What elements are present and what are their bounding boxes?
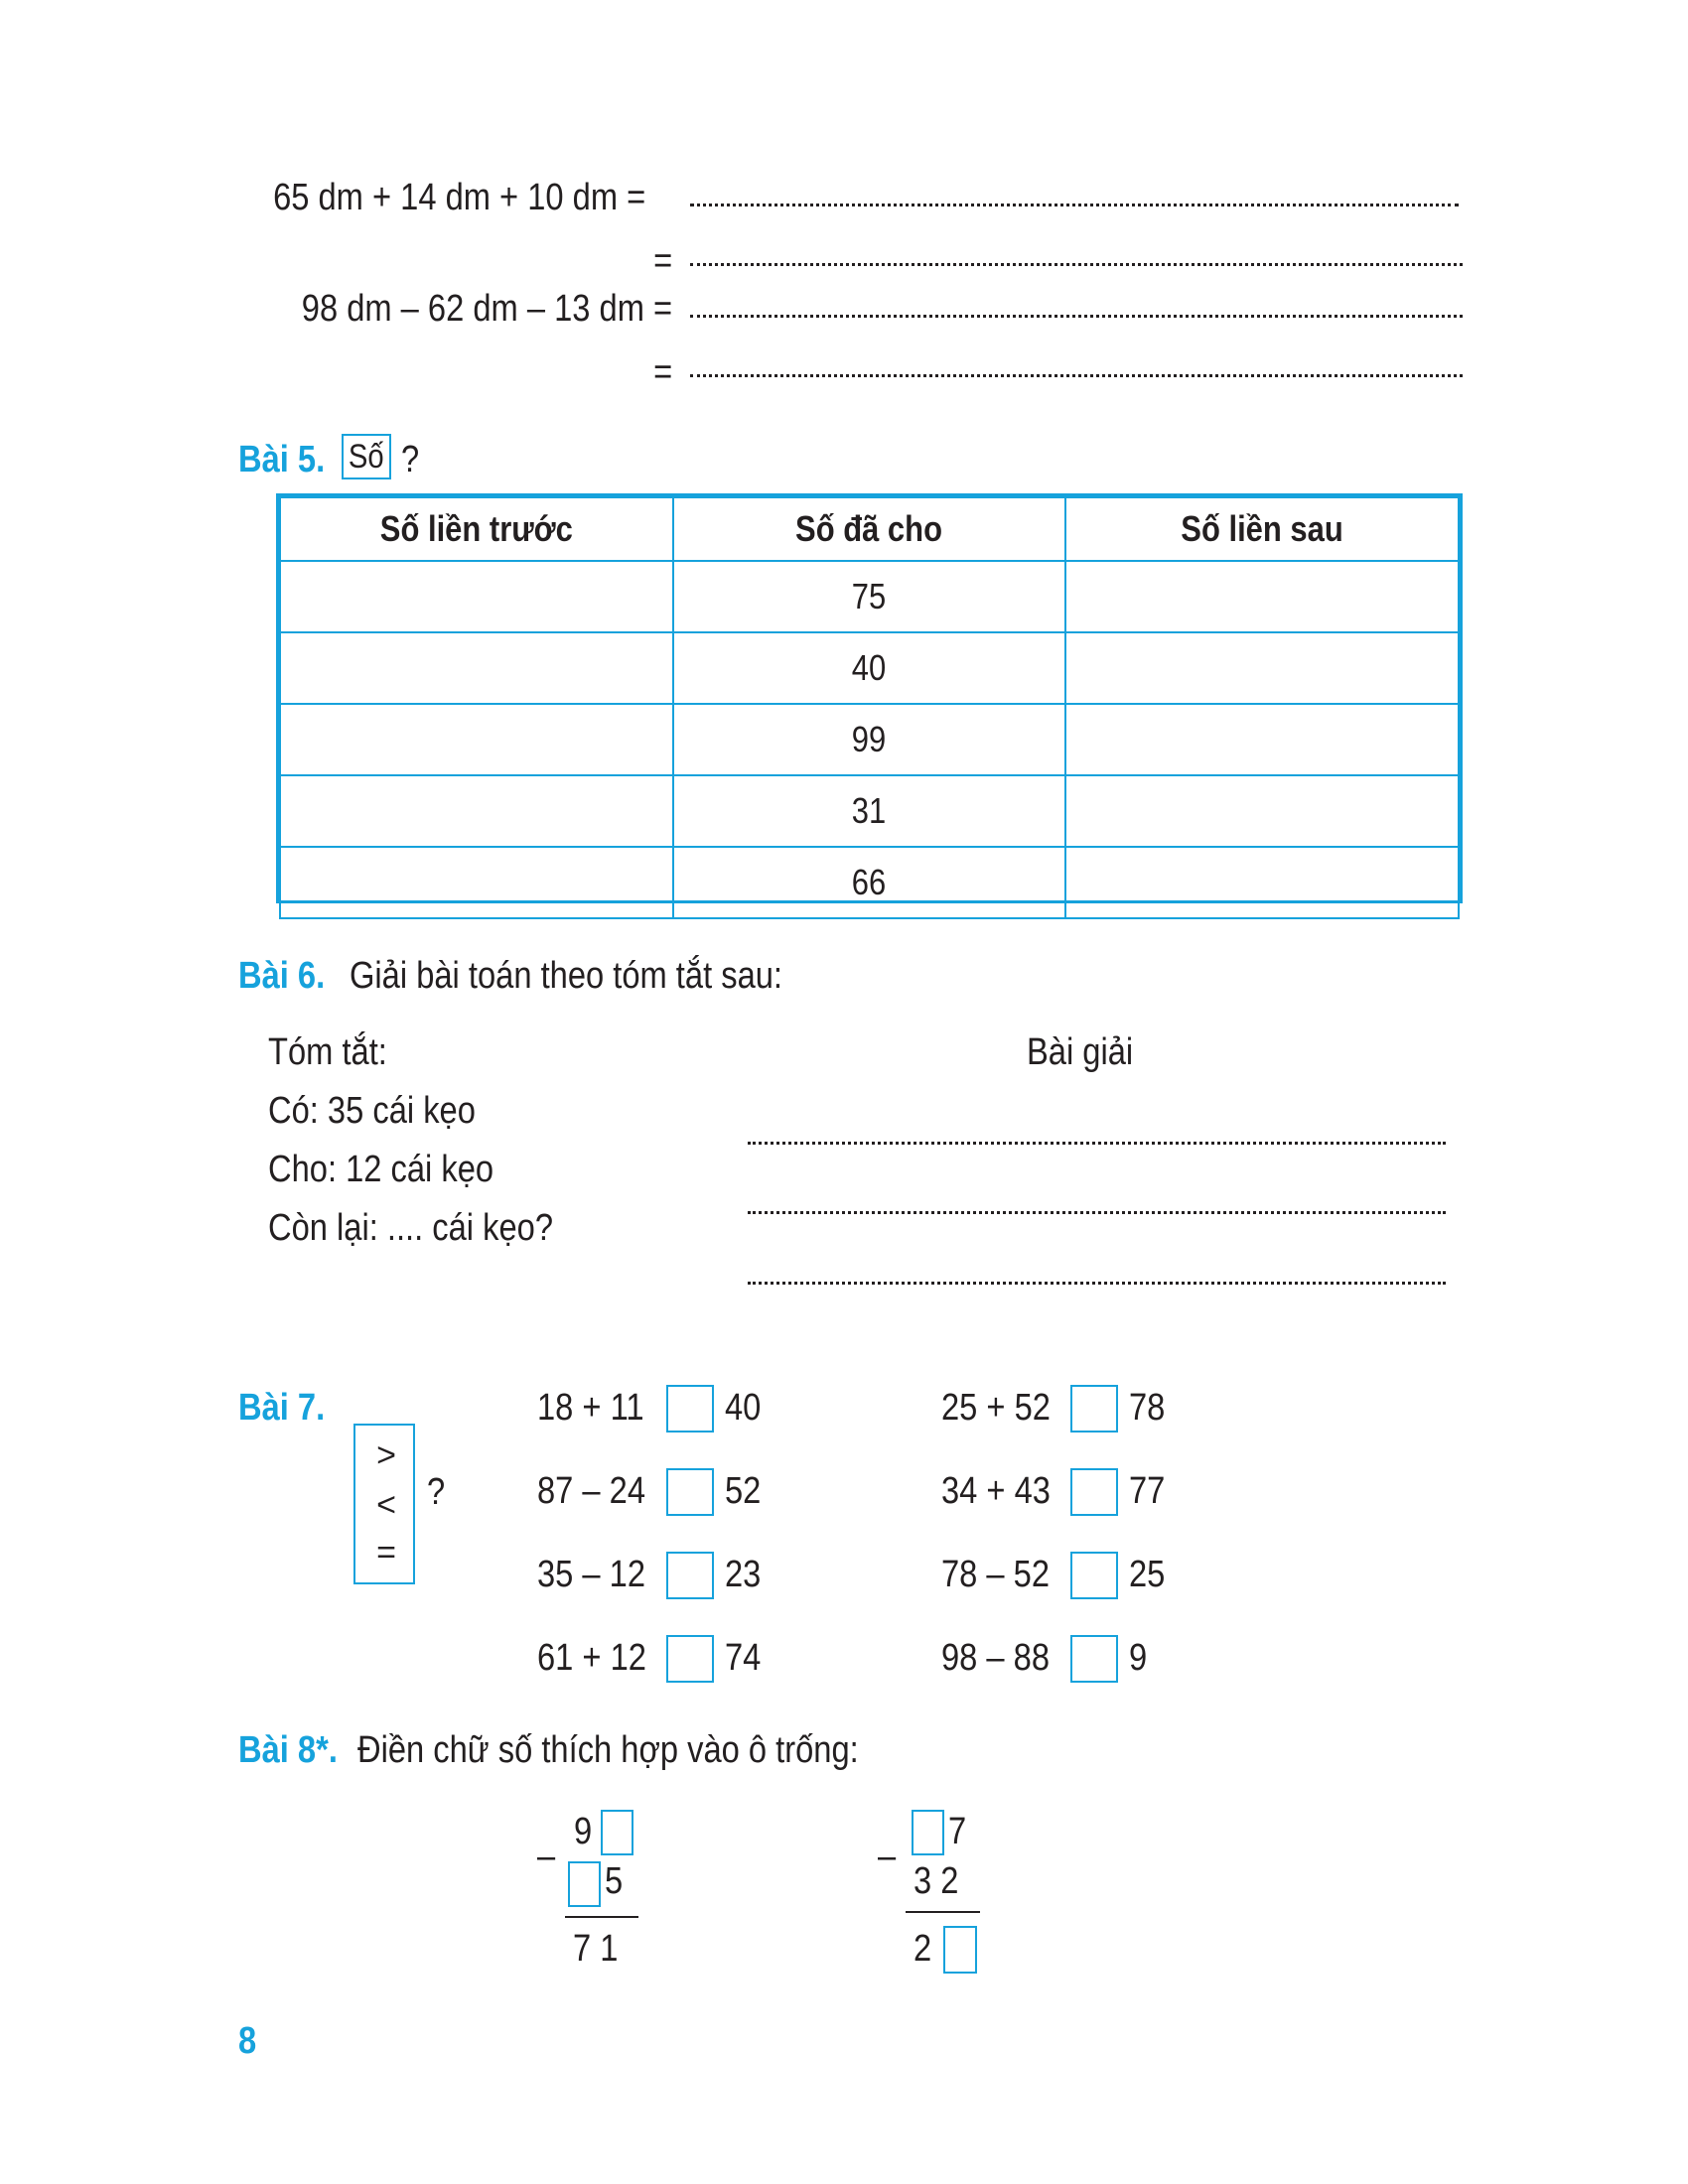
expr-row-2: = [652,240,672,282]
compare-answer-box[interactable] [1070,1552,1118,1599]
exercise-5-question: ? [401,439,420,480]
table-row [280,775,1459,847]
exercise-7-label: Bài 7. [238,1387,326,1429]
digit-box[interactable] [943,1926,977,1974]
sum-line [565,1916,638,1918]
compare-value: 9 [1129,1637,1148,1679]
sign-options-box [353,1424,415,1584]
compare-value: 23 [725,1554,762,1595]
expr-row-4: = [652,351,672,393]
minus-sign: – [537,1836,556,1877]
exercise-6-instruction: Giải bài toán theo tóm tắt sau: [350,955,783,997]
puzzle-subtrahend: 3 2 [914,1860,959,1902]
compare-value: 78 [1129,1387,1166,1429]
blank-cell-previous[interactable] [280,847,673,918]
compare-expression: 25 + 52 [941,1387,1051,1429]
summary-title: Tóm tắt: [268,1031,387,1073]
compare-answer-box[interactable] [666,1635,714,1683]
minus-sign: – [878,1836,897,1877]
exercise-8-label: Bài 8*. [238,1729,338,1771]
compare-answer-box[interactable] [666,1552,714,1599]
solution-line[interactable] [748,1142,1446,1145]
given-number: 40 [673,632,1066,704]
compare-expression: 34 + 43 [941,1470,1051,1512]
blank-cell-next[interactable] [1065,775,1459,847]
summary-line-give: Cho: 12 cái kẹo [268,1149,494,1190]
blank-cell-previous[interactable] [280,775,673,847]
blank-cell-next[interactable] [1065,561,1459,632]
puzzle-digit: 9 [574,1811,593,1852]
exercise-5-label: Bài 5. [238,439,326,480]
expr-row-3: 98 dm – 62 dm – 13 dm = [301,288,672,330]
answer-line[interactable] [690,374,1463,377]
solution-title: Bài giải [1027,1031,1134,1073]
compare-value: 52 [725,1470,762,1512]
digit-box[interactable] [912,1810,944,1855]
blank-cell-previous[interactable] [280,632,673,704]
less-sign: < [376,1486,396,1524]
compare-expression: 61 + 12 [537,1637,646,1679]
given-number: 99 [673,704,1066,775]
compare-answer-box[interactable] [1070,1468,1118,1516]
compare-expression: 98 – 88 [941,1637,1051,1679]
puzzle-digit: 5 [605,1860,624,1902]
table-row [280,704,1459,775]
summary-line-remain: Còn lại: .... cái kẹo? [268,1207,554,1249]
boxed-word [342,434,391,479]
expr-row-1: 65 dm + 14 dm + 10 dm = [272,177,645,218]
exercise-6-label: Bài 6. [238,955,326,997]
compare-expression: 18 + 11 [537,1387,644,1429]
table-row [280,561,1459,632]
blank-cell-next[interactable] [1065,704,1459,775]
boxed-word-text: Số [349,438,384,476]
page-number: 8 [238,2020,257,2062]
compare-answer-box[interactable] [1070,1385,1118,1433]
given-number: 31 [673,775,1066,847]
exercise-7-question: ? [427,1471,446,1513]
puzzle-digit: 7 [948,1811,967,1852]
puzzle-result: 7 1 [573,1928,619,1970]
digit-box[interactable] [601,1810,633,1855]
solution-line[interactable] [748,1282,1446,1285]
table-row [280,847,1459,918]
compare-answer-box[interactable] [666,1468,714,1516]
digit-box[interactable] [568,1861,601,1907]
blank-cell-previous[interactable] [280,704,673,775]
blank-cell-next[interactable] [1065,632,1459,704]
given-number: 66 [673,847,1066,918]
summary-line-have: Có: 35 cái kẹo [268,1090,476,1132]
answer-line[interactable] [690,204,1459,206]
compare-value: 25 [1129,1554,1166,1595]
answer-line[interactable] [690,315,1463,318]
compare-expression: 87 – 24 [537,1470,646,1512]
col-header-given: Số đã cho [673,497,1066,561]
sum-line [906,1911,980,1913]
compare-value: 74 [725,1637,762,1679]
compare-value: 40 [725,1387,762,1429]
compare-value: 77 [1129,1470,1166,1512]
answer-line[interactable] [690,263,1463,266]
solution-line[interactable] [748,1211,1446,1214]
col-header-previous: Số liền trước [280,497,673,561]
col-header-next: Số liền sau [1065,497,1459,561]
compare-expression: 35 – 12 [537,1554,646,1595]
blank-cell-next[interactable] [1065,847,1459,918]
compare-answer-box[interactable] [666,1385,714,1433]
table-row [280,632,1459,704]
equal-sign: = [376,1534,396,1571]
compare-expression: 78 – 52 [941,1554,1051,1595]
compare-answer-box[interactable] [1070,1635,1118,1683]
greater-sign: > [376,1436,396,1474]
puzzle-digit: 2 [914,1928,932,1970]
number-table [276,493,1463,903]
blank-cell-previous[interactable] [280,561,673,632]
given-number: 75 [673,561,1066,632]
exercise-8-instruction: Điền chữ số thích hợp vào ô trống: [357,1729,859,1771]
